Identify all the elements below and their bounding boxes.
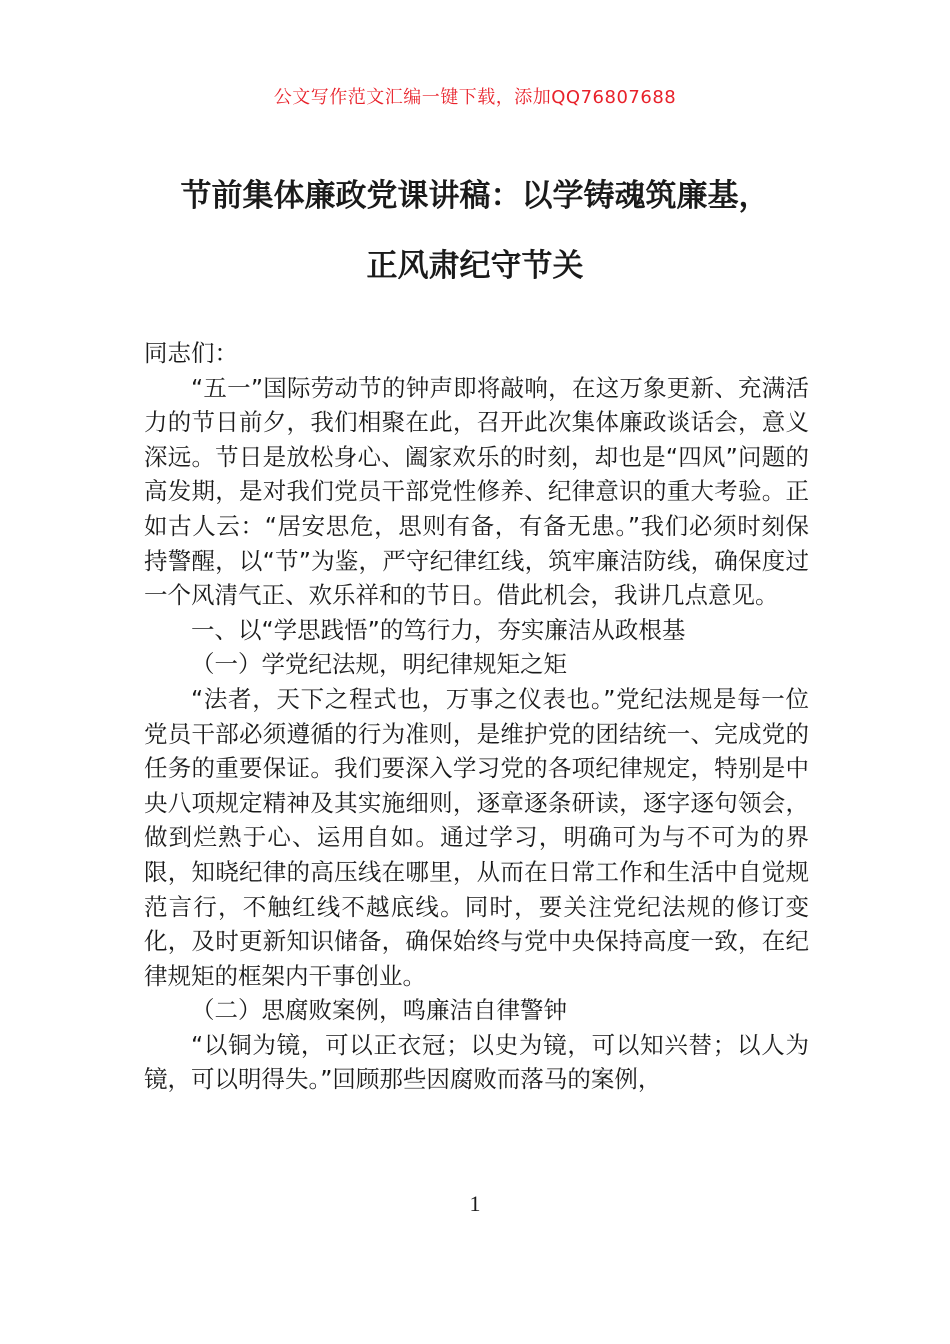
section-heading-1: 一、以“学思践悟”的笃行力，夯实廉洁从政根基 [191, 615, 686, 644]
paragraph-intro: “五一”国际劳动节的钟声即将敲响，在这万象更新、充满活力的节日前夕，我们相聚在此，召开此次集体廉政谈话会，意义深远。节日是放松身心、阖家欢乐的时刻，却也是“四风”问题的高发期，是对我们党员干部党性修养、纪律意识的重大考验。正如古人云：“居安思危，思则有备，有备无患。”我们必须时刻保持警醒，以“节”为鉴，严守纪律红线，筑牢廉洁防线，确保度过一个风清气正、欢乐祥和的节日。借此机会，我讲几点意见。 [144, 373, 809, 610]
document-title-line-1: 节前集体廉政党课讲稿：以学铸魂筑廉基， [180, 178, 770, 214]
subsection-heading-2: （二）思腐败案例，鸣廉洁自律警钟 [191, 996, 567, 1025]
paragraph-party-discipline: “法者，天下之程式也，万事之仪表也。”党纪法规是每一位党员干部必须遵循的行为准则，是维护党的团结统一、完成党的任务的重要保证。我们要深入学习党的各项纪律规定，特别是中央八项规定精神及其实施细则，逐章逐条研读，逐字逐句领会，做到烂熟于心、运用自如。通过学习，明确可为与不可为的界限，知晓纪律的高压线在哪里，从而在日常工作和生活中自觉规范言行，不触红线不越底线。同时，要关注党纪法规的修订变化，及时更新知识储备，确保始终与党中央保持高度一致，在纪律规矩的框架内干事创业。 [144, 684, 809, 990]
download-banner: 公文写作范文汇编一键下载，添加QQ76807688 [273, 87, 677, 108]
page-number: 1 [469, 1191, 481, 1216]
subsection-heading-1: （一）学党纪法规，明纪律规矩之矩 [191, 650, 567, 679]
paragraph-corruption-cases: “以铜为镜，可以正衣冠；以史为镜，可以知兴替；以人为镜，可以明得失。”回顾那些因腐败而落马的案例， [144, 1030, 809, 1094]
greeting: 同志们： [144, 339, 238, 367]
document-title-line-2: 正风肃纪守节关 [366, 248, 584, 284]
document-body [144, 336, 809, 1097]
